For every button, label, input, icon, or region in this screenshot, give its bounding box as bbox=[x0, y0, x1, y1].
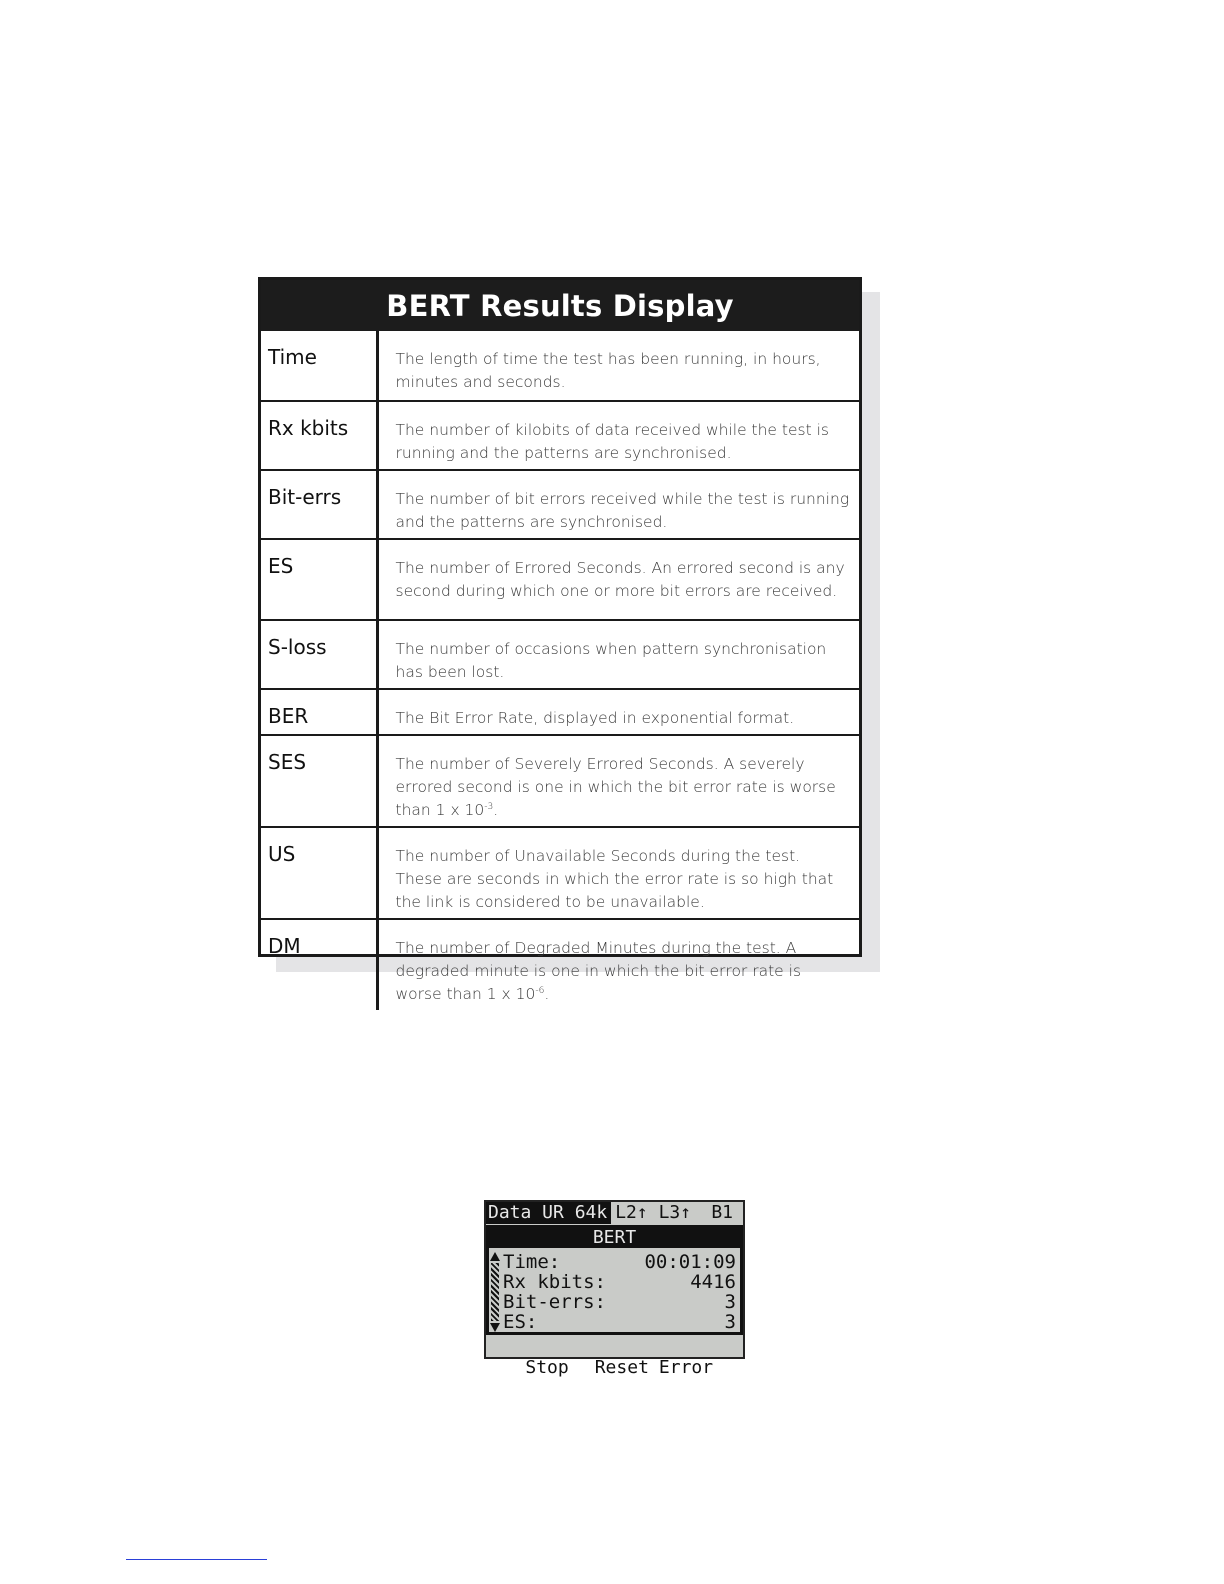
lcd-screen bbox=[484, 1200, 745, 1378]
desc-dm-end: . bbox=[544, 985, 550, 1003]
table-row bbox=[261, 735, 859, 827]
table-row bbox=[261, 539, 859, 620]
list-item bbox=[503, 1272, 736, 1292]
table-row bbox=[261, 470, 859, 539]
desc-us: The number of Unavailable Seconds during the test. These are seconds in which the error rate is so high that the link is considered to be unavailable. bbox=[377, 827, 859, 919]
table-row bbox=[261, 401, 859, 470]
lcd-mode-label: Data UR 64k bbox=[486, 1202, 611, 1224]
list-item bbox=[503, 1252, 736, 1272]
lcd-layer-status: L2↑ L3↑ bbox=[615, 1202, 692, 1223]
definitions-table bbox=[261, 331, 859, 1010]
lcd-channel: B1 bbox=[711, 1202, 733, 1223]
lcd-status-bar bbox=[486, 1202, 743, 1224]
lcd-row-value: 3 bbox=[724, 1311, 736, 1333]
list-item bbox=[503, 1312, 736, 1332]
term-ses: SES bbox=[261, 735, 377, 827]
term-rx-kbits: Rx kbits bbox=[261, 401, 377, 470]
desc-s-loss: The number of occasions when pattern synchronisation has been lost. bbox=[377, 620, 859, 689]
stop-softkey[interactable]: Stop bbox=[525, 1357, 569, 1378]
lcd-row-value: 3 bbox=[724, 1291, 736, 1313]
desc-bit-errs: The number of bit errors received while the test is running and the patterns are synchronised. bbox=[377, 470, 859, 539]
table-row bbox=[261, 620, 859, 689]
bert-results-table bbox=[258, 277, 862, 1003]
footnote-divider bbox=[126, 1559, 267, 1560]
desc-dm-exponent: -6 bbox=[535, 985, 545, 996]
lcd-row-label: Rx kbits: bbox=[503, 1271, 606, 1293]
desc-time: The length of time the test has been running, in hours, minutes and seconds. bbox=[395, 350, 821, 391]
desc-ses-text: The number of Severely Errored Seconds. A severely errored second is one in which the bit error rate is worse than 1 x 10 bbox=[395, 755, 836, 819]
desc-dm-text: The number of Degraded Minutes during the test. A degraded minute is one in which the bit error rate is worse than 1 x 10 bbox=[395, 939, 802, 1003]
term-s-loss: S-loss bbox=[261, 620, 377, 689]
lcd-row-label: Time: bbox=[503, 1251, 561, 1273]
table-row bbox=[261, 827, 859, 919]
desc-ber: The Bit Error Rate, displayed in exponential format. bbox=[377, 689, 859, 735]
reset-softkey[interactable]: Reset bbox=[594, 1357, 649, 1378]
table-row bbox=[261, 919, 859, 1010]
term-time: Time bbox=[261, 331, 377, 401]
scroll-down-arrow-icon[interactable] bbox=[490, 1323, 500, 1332]
desc-ses bbox=[377, 735, 859, 827]
term-dm: DM bbox=[261, 919, 377, 1010]
desc-ses-end: . bbox=[493, 801, 499, 819]
lcd-row-value: 4416 bbox=[690, 1271, 736, 1293]
scroll-track[interactable] bbox=[491, 1263, 499, 1321]
term-es: ES bbox=[261, 539, 377, 620]
lcd-panel-title: BERT bbox=[489, 1228, 740, 1248]
table-row bbox=[261, 331, 859, 401]
term-bit-errs: Bit-errs bbox=[261, 470, 377, 539]
lcd-row-value: 00:01:09 bbox=[644, 1251, 736, 1273]
term-us: US bbox=[261, 827, 377, 919]
table-title: BERT Results Display bbox=[261, 280, 859, 331]
lcd-row-label: ES: bbox=[503, 1311, 538, 1333]
desc-dm bbox=[377, 919, 859, 1010]
desc-es: The number of Errored Seconds. An errored second is any second during which one or more bit errors are received. bbox=[377, 539, 859, 620]
lcd-row-label: Bit-errs: bbox=[503, 1291, 606, 1313]
lcd-results-list bbox=[503, 1252, 736, 1332]
lcd-softkey-bar bbox=[486, 1335, 743, 1378]
desc-ses-exponent: -3 bbox=[484, 801, 494, 812]
desc-rx-kbits: The number of kilobits of data received while the test is running and the patterns are synchronised. bbox=[377, 401, 859, 470]
term-ber: BER bbox=[261, 689, 377, 735]
scroll-up-arrow-icon[interactable] bbox=[490, 1252, 500, 1261]
list-item bbox=[503, 1292, 736, 1312]
error-softkey[interactable]: Error bbox=[658, 1357, 714, 1378]
lcd-bert-panel bbox=[486, 1225, 743, 1335]
lcd-scrollbar[interactable] bbox=[490, 1252, 500, 1332]
table-row bbox=[261, 689, 859, 735]
